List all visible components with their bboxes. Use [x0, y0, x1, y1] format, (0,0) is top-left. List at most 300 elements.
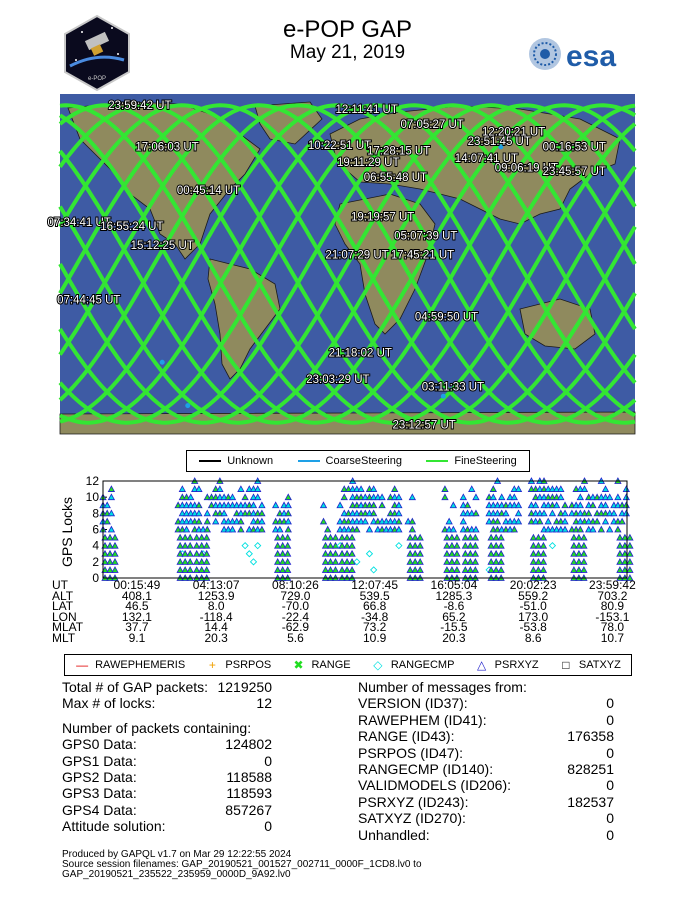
- info-cell: -62.9: [281, 620, 310, 634]
- psrxyz-point: [349, 567, 355, 573]
- stat-row: [358, 794, 614, 810]
- psrxyz-point: [333, 535, 339, 541]
- time-label: 00:45:14 UT: [176, 185, 241, 198]
- rangecmp-point: [251, 559, 257, 565]
- time-label: 19:11:29 UT: [337, 156, 400, 169]
- psrxyz-point: [540, 535, 546, 541]
- time-label: 17:28:15 UT: [366, 145, 431, 158]
- time-label: 23:51:45 UT: [467, 136, 531, 148]
- psrxyz-point: [603, 502, 609, 508]
- time-label: 07:34:41 UT: [47, 217, 111, 230]
- info-cell: 408.1: [121, 588, 152, 603]
- time-label: 00:16:53 UT: [542, 141, 606, 154]
- coarse-track-segment: [441, 394, 446, 399]
- info-row-label: ALT: [52, 588, 74, 603]
- legend-symbol-icon: ◇: [373, 658, 383, 672]
- psrxyz-point: [396, 527, 402, 533]
- time-label: 23:59:42 UT: [108, 100, 172, 113]
- info-cell: 80.9: [600, 599, 625, 613]
- psrxyz-point: [379, 502, 385, 508]
- psrxyz-point: [562, 527, 568, 533]
- orbit-info-table: [52, 580, 652, 643]
- info-cell: 132.1: [121, 609, 152, 624]
- psrxyz-point: [255, 494, 261, 500]
- psrxyz-point: [562, 510, 568, 515]
- psrxyz-point: [498, 567, 504, 573]
- psrxyz-point: [541, 510, 547, 515]
- psrxyz-point: [204, 559, 210, 565]
- psrxyz-point: [333, 559, 339, 565]
- psrxyz-point: [615, 494, 621, 500]
- psrxyz-point: [277, 527, 283, 533]
- info-cell: 173.0: [518, 609, 549, 624]
- time-label: 10:22:51 UT: [307, 139, 372, 152]
- psrxyz-point: [108, 510, 114, 515]
- psrxyz-point: [358, 486, 364, 492]
- psrxyz-point: [349, 535, 355, 541]
- psrxyz-point: [615, 527, 621, 533]
- stat-label: VERSION (ID37):: [358, 695, 468, 712]
- psrxyz-point: [417, 559, 423, 565]
- psrxyz-point: [582, 486, 588, 492]
- stat-label: RANGECMP (ID140):: [358, 761, 494, 778]
- psrxyz-point: [187, 535, 193, 541]
- stat-label: GPS4 Data:: [62, 801, 137, 818]
- message-stats: [358, 679, 614, 843]
- psrxyz-point: [112, 543, 118, 549]
- psrxyz-point: [371, 486, 377, 492]
- legend-coarse-label: CoarseSteering: [325, 455, 402, 467]
- psrxyz-point: [349, 551, 355, 557]
- max-locks-row: [62, 695, 272, 711]
- legend-fine-swatch: [426, 460, 448, 462]
- footer-source-cont: GAP_20190521_235522_235959_0000D_9A92.lv0: [62, 869, 291, 880]
- message-legend-item: [371, 658, 455, 672]
- y-tick-label: 8: [92, 506, 99, 521]
- psrxyz-point: [627, 567, 633, 573]
- stat-label: VALIDMODELS (ID206):: [358, 777, 512, 794]
- containing-heading: Number of packets containing:: [62, 719, 252, 736]
- psrxyz-point: [242, 494, 248, 500]
- info-cell: 703.2: [597, 588, 628, 603]
- psrxyz-point: [321, 502, 327, 508]
- psrxyz-point: [454, 543, 460, 549]
- legend-unknown: [199, 455, 273, 467]
- psrxyz-point: [259, 518, 265, 524]
- psrxyz-point: [417, 551, 423, 557]
- info-cell: 46.5: [125, 599, 149, 613]
- psrxyz-point: [259, 527, 265, 533]
- psrxyz-point: [627, 551, 633, 557]
- stat-label: GPS0 Data:: [62, 736, 137, 753]
- psrxyz-point: [540, 559, 546, 565]
- psrxyz-point: [409, 518, 415, 524]
- stat-value: 124802: [225, 736, 272, 753]
- lock-points: [100, 478, 633, 581]
- psrxyz-point: [533, 502, 539, 508]
- psrxyz-point: [454, 535, 460, 541]
- info-row-label: UT: [52, 578, 68, 592]
- psrxyz-point: [285, 494, 291, 500]
- psrxyz-point: [409, 527, 415, 533]
- time-label: 12:20:21 UT: [481, 126, 546, 139]
- psrxyz-point: [545, 518, 551, 524]
- psrxyz-point: [273, 502, 279, 508]
- info-row-label: MLAT: [52, 620, 84, 634]
- psrxyz-point: [460, 494, 466, 500]
- stat-row: [358, 810, 614, 826]
- info-cell: 539.5: [359, 588, 390, 603]
- psrxyz-point: [619, 518, 625, 524]
- psrxyz-point: [371, 502, 377, 508]
- total-packets-value: 1219250: [217, 679, 272, 695]
- time-label: 04:59:50 UT: [414, 311, 479, 324]
- info-cell: 08:10:26: [272, 578, 319, 592]
- psrxyz-point: [221, 510, 227, 515]
- psrxyz-point: [230, 527, 236, 533]
- psrxyz-point: [108, 486, 114, 492]
- info-cell: 8.0: [207, 599, 225, 613]
- psrxyz-point: [285, 567, 291, 573]
- info-row-label: LON: [52, 609, 77, 624]
- stat-value: 0: [606, 711, 614, 728]
- info-cell: 78.0: [600, 620, 625, 634]
- psrxyz-point: [204, 543, 210, 549]
- psrxyz-point: [460, 518, 466, 524]
- stat-row: [358, 712, 614, 728]
- stat-value: 857267: [225, 801, 272, 818]
- stat-value: 0: [264, 818, 272, 835]
- stat-row: [62, 753, 272, 769]
- stat-value: 182537: [567, 793, 614, 810]
- psrxyz-point: [392, 486, 398, 492]
- psrxyz-point: [450, 502, 456, 508]
- stat-row: [358, 777, 614, 793]
- messages-heading: Number of messages from:: [358, 679, 527, 695]
- psrxyz-point: [108, 494, 114, 500]
- psrxyz-point: [446, 518, 452, 524]
- psrxyz-point: [562, 518, 568, 524]
- psrxyz-point: [204, 518, 210, 524]
- psrxyz-point: [516, 486, 522, 492]
- stat-value: 118593: [226, 785, 272, 802]
- rangecmp-point: [549, 543, 555, 549]
- psrxyz-point: [498, 543, 504, 549]
- info-cell: 04:13:07: [192, 578, 240, 592]
- rangecmp-point: [242, 543, 248, 549]
- packet-stats: [62, 679, 272, 835]
- info-cell: -53.8: [519, 620, 547, 634]
- psrxyz-point: [611, 510, 617, 515]
- info-cell: 12:07:45: [351, 578, 399, 592]
- legend-symbol-icon: ✖: [293, 658, 304, 672]
- psrxyz-point: [472, 535, 478, 541]
- psrxyz-point: [204, 510, 210, 515]
- psrxyz-point: [196, 486, 202, 492]
- psrxyz-point: [472, 551, 478, 557]
- info-cell: -153.1: [595, 609, 630, 624]
- psrxyz-point: [442, 486, 448, 492]
- info-cell: -70.0: [281, 599, 310, 613]
- time-label: 21:07:29 UT: [325, 249, 389, 262]
- time-label: 23:03:29 UT: [306, 374, 370, 386]
- psrxyz-point: [238, 518, 244, 524]
- psrxyz-point: [196, 510, 202, 515]
- rangecmp-point: [366, 551, 372, 557]
- info-cell: -118.4: [199, 609, 233, 624]
- info-cell: 16:05:04: [430, 578, 478, 592]
- info-cell: 9.1: [128, 630, 146, 645]
- psrxyz-point: [442, 494, 448, 500]
- psrxyz-point: [108, 527, 114, 533]
- stat-value: 0: [606, 695, 614, 712]
- psrxyz-point: [472, 567, 478, 573]
- legend-fine: [426, 455, 516, 467]
- psrxyz-point: [623, 510, 629, 515]
- psrxyz-point: [255, 486, 261, 492]
- max-locks-value: 12: [256, 695, 272, 712]
- psrxyz-point: [623, 486, 629, 492]
- mission-logo: [62, 14, 132, 92]
- y-tick-label: 6: [92, 522, 99, 537]
- stat-row: [358, 745, 614, 761]
- psrxyz-point: [238, 486, 244, 492]
- psrxyz-point: [285, 527, 291, 533]
- legend-label: RANGECMP: [390, 659, 455, 671]
- psrxyz-point: [396, 518, 402, 524]
- psrxyz-point: [409, 494, 415, 500]
- psrxyz-point: [516, 518, 522, 524]
- psrxyz-point: [562, 502, 568, 508]
- psrxyz-point: [417, 543, 423, 549]
- time-label: 09:06:19 UT: [494, 162, 559, 175]
- y-tick-label: 0: [92, 571, 99, 585]
- info-cell: 5.6: [287, 630, 304, 645]
- y-tick-label: 4: [92, 538, 99, 553]
- psrxyz-point: [285, 559, 291, 565]
- track-legend: [186, 450, 530, 472]
- info-cell: 20.3: [204, 630, 228, 645]
- time-label: 23:45:57 UT: [542, 166, 606, 179]
- psrxyz-point: [179, 486, 185, 492]
- page-title: e-POP GAP: [283, 16, 412, 43]
- rangecmp-point: [255, 543, 261, 549]
- legend-fine-label: FineSteering: [454, 455, 517, 467]
- psrxyz-point: [511, 527, 517, 533]
- max-locks-label: Max # of locks:: [62, 695, 156, 712]
- psrxyz-point: [104, 518, 110, 524]
- psrxyz-point: [204, 535, 210, 541]
- stat-value: 0: [264, 752, 272, 769]
- legend-unknown-label: Unknown: [227, 455, 274, 467]
- time-label: 14:07:41 UT: [454, 153, 519, 165]
- psrxyz-point: [259, 502, 265, 508]
- legend-unknown-swatch: [199, 460, 221, 462]
- footer: [62, 850, 662, 880]
- psrxyz-point: [627, 559, 633, 565]
- stat-value: 828251: [567, 761, 614, 778]
- stat-label: RANGE (ID43):: [358, 728, 455, 745]
- psrxyz-point: [204, 527, 210, 533]
- time-label: 15:12:25 UT: [130, 239, 194, 252]
- stat-label: PSRPOS (ID47):: [358, 744, 464, 761]
- stat-value: 118588: [226, 769, 272, 786]
- legend-symbol-icon: □: [562, 658, 570, 672]
- psrxyz-point: [188, 494, 194, 500]
- total-packets-row: [62, 679, 272, 695]
- info-cell: 00:15:49: [113, 578, 161, 592]
- psrxyz-point: [577, 527, 583, 533]
- info-cell: 10.7: [600, 630, 625, 645]
- psrxyz-point: [204, 551, 210, 557]
- info-cell: 10.9: [362, 630, 387, 645]
- psrxyz-point: [238, 527, 244, 533]
- info-cell: 1285.3: [435, 588, 473, 603]
- y-tick-label: 12: [85, 474, 99, 488]
- total-packets-label: Total # of GAP packets:: [62, 679, 209, 695]
- psrxyz-point: [259, 510, 265, 515]
- psrxyz-point: [204, 567, 210, 573]
- stat-label: Attitude solution:: [62, 818, 166, 835]
- psrxyz-point: [354, 527, 360, 533]
- psrxyz-point: [187, 551, 193, 557]
- psrxyz-point: [499, 494, 505, 500]
- psrxyz-point: [516, 510, 522, 515]
- psrxyz-point: [503, 510, 509, 515]
- psrxyz-point: [285, 551, 291, 557]
- rangecmp-point: [371, 567, 377, 573]
- stat-label: SATXYZ (ID270):: [358, 810, 466, 827]
- psrxyz-point: [187, 567, 193, 573]
- info-cell: 37.7: [125, 620, 149, 634]
- psrxyz-point: [472, 559, 478, 565]
- psrxyz-point: [333, 551, 339, 557]
- psrxyz-point: [495, 518, 501, 524]
- psrxyz-point: [590, 527, 596, 533]
- psrxyz-point: [590, 502, 596, 508]
- psrxyz-point: [396, 502, 402, 508]
- info-cell: -15.5: [440, 620, 468, 634]
- info-cell: -8.6: [443, 599, 465, 613]
- psrxyz-point: [112, 567, 118, 573]
- psrxyz-point: [251, 502, 257, 508]
- psrxyz-point: [112, 535, 118, 541]
- legend-coarse-swatch: [298, 460, 320, 462]
- psrxyz-point: [627, 535, 633, 541]
- psrxyz-point: [594, 518, 600, 524]
- legend-coarse: [298, 455, 402, 467]
- psrxyz-point: [577, 494, 583, 500]
- psrxyz-point: [285, 535, 291, 541]
- psrxyz-point: [598, 527, 604, 533]
- psrxyz-point: [554, 502, 560, 508]
- stat-row: [62, 802, 272, 818]
- legend-symbol-icon: +: [208, 658, 216, 672]
- legend-symbol-icon: △: [477, 658, 487, 672]
- psrxyz-point: [187, 559, 193, 565]
- info-cell: -34.8: [360, 609, 389, 624]
- time-label: 17:45:21 UT: [390, 249, 455, 262]
- psrxyz-point: [285, 543, 291, 549]
- info-row-mlt: [52, 630, 652, 645]
- psrxyz-point: [472, 543, 478, 549]
- psrxyz-point: [586, 510, 592, 515]
- info-cell: 8.6: [524, 630, 542, 645]
- psrxyz-point: [581, 551, 587, 557]
- psrxyz-point: [473, 527, 479, 533]
- psrxyz-point: [581, 535, 587, 541]
- psrxyz-point: [577, 502, 583, 508]
- stat-label: PSRXYZ (ID243):: [358, 793, 469, 810]
- legend-label: PSRPOS: [225, 659, 272, 671]
- info-cell: 729.0: [280, 588, 311, 603]
- orbit-map: [47, 94, 635, 434]
- info-cell: 65.2: [442, 609, 466, 624]
- psrxyz-point: [558, 494, 564, 500]
- stat-label: GPS3 Data:: [62, 785, 137, 802]
- info-cell: 20:02:23: [509, 578, 557, 592]
- footer-produced: Produced by GAPQL v1.7 on Mar 29 12:22:55 2024: [62, 849, 292, 860]
- legend-label: RANGE: [311, 659, 351, 671]
- stat-value: 176358: [567, 728, 614, 745]
- rangecmp-point: [396, 543, 402, 549]
- psrxyz-point: [498, 535, 504, 541]
- psrxyz-point: [516, 502, 522, 508]
- psrxyz-point: [490, 486, 496, 492]
- psrxyz-point: [603, 486, 609, 492]
- time-label: 16:55:24 UT: [100, 221, 164, 233]
- y-axis-label: GPS Locks: [59, 496, 75, 568]
- legend-symbol-icon: —: [76, 658, 89, 672]
- stat-value: 0: [606, 810, 614, 827]
- message-legend-item: [559, 658, 621, 672]
- psrxyz-point: [187, 543, 193, 549]
- time-label: 21:18:02 UT: [328, 347, 392, 360]
- psrxyz-point: [607, 527, 613, 533]
- psrxyz-point: [581, 567, 587, 573]
- psrxyz-point: [454, 567, 460, 573]
- psrxyz-point: [627, 543, 633, 549]
- stat-value: 0: [606, 777, 614, 794]
- psrxyz-point: [581, 559, 587, 565]
- psrxyz-point: [469, 486, 475, 492]
- psrxyz-point: [473, 494, 479, 500]
- psrxyz-point: [490, 494, 496, 500]
- y-tick-label: 2: [92, 554, 99, 569]
- psrxyz-point: [498, 559, 504, 565]
- psrxyz-point: [607, 494, 613, 500]
- stat-label: RAWEPHEM (ID41):: [358, 711, 487, 728]
- psrxyz-point: [366, 527, 372, 533]
- psrxyz-point: [549, 510, 555, 515]
- psrxyz-point: [337, 502, 343, 508]
- footer-source: Source session filenames: GAP_20190521_001527_002711_0000F_1CD8.lv0 to: [62, 859, 422, 870]
- time-label: 06:55:48 UT: [363, 171, 428, 184]
- psrxyz-point: [603, 518, 609, 524]
- psrxyz-point: [371, 510, 377, 515]
- stat-label: GPS2 Data:: [62, 769, 137, 786]
- psrxyz-point: [558, 486, 564, 492]
- psrxyz-point: [112, 551, 118, 557]
- stat-value: 0: [606, 744, 614, 761]
- psrxyz-point: [321, 518, 327, 524]
- psrxyz-point: [325, 527, 331, 533]
- psrxyz-point: [196, 518, 202, 524]
- svg-text:esa: esa: [566, 40, 617, 73]
- psrxyz-point: [498, 551, 504, 557]
- psrxyz-point: [465, 502, 471, 508]
- psrxyz-point: [112, 559, 118, 565]
